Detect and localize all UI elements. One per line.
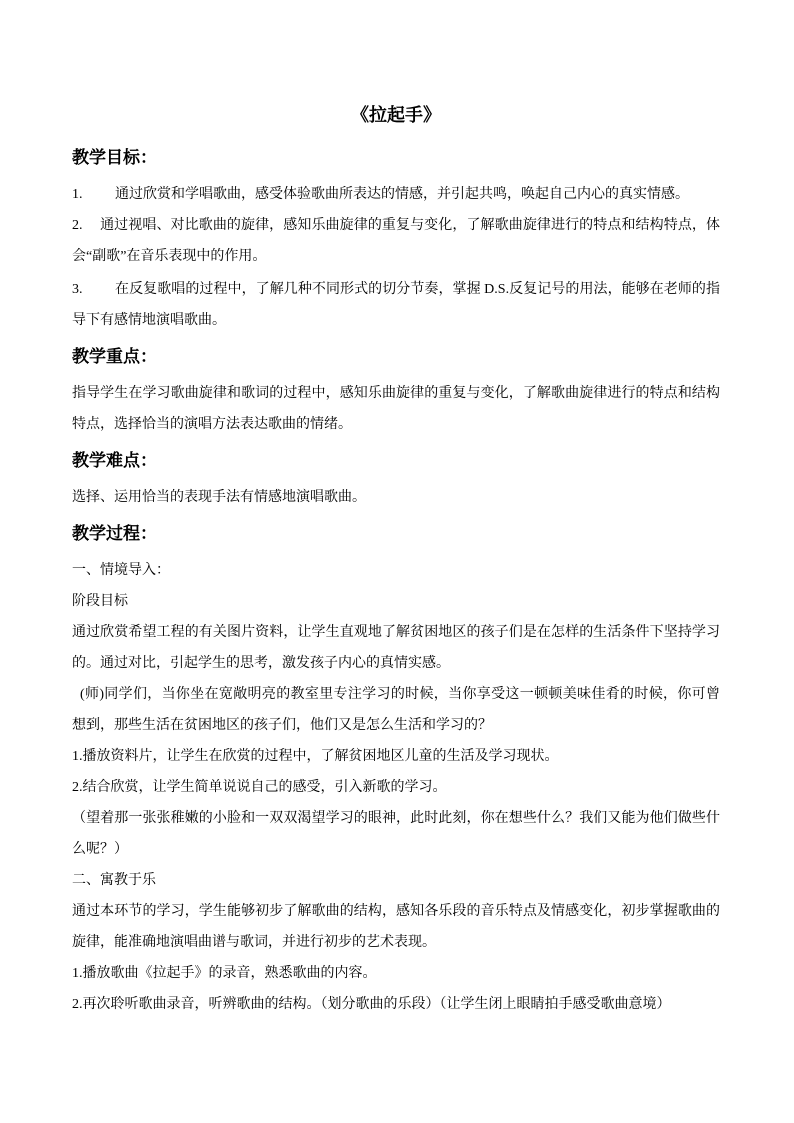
- key-points-line: 特点，选择恰当的演唱方法表达歌曲的情绪。: [72, 417, 352, 432]
- step-text: 播放资料片，让学生在欣赏的过程中，了解贫困地区儿童的生活及学习现状。: [82, 749, 559, 764]
- objective-item: [72, 274, 720, 336]
- step-number: 2.: [72, 780, 83, 795]
- teacher-dialogue-line: 想到，那些生活在贫困地区的孩子们，他们又是怎么生活和学习的？: [72, 718, 492, 733]
- stage-title: 一、情境导入：: [72, 563, 170, 578]
- step-line: [72, 741, 720, 772]
- step-text: 再次聆听歌曲录音，听辨歌曲的结构。（划分歌曲的乐段）（让学生闭上眼睛拍手感受歌曲意境）: [82, 997, 671, 1012]
- teacher-dialogue-line: (师)同学们，当你坐在宽敞明亮的教室里专注学习的时候，当你享受这一顿顿美味佳肴的时候，你可曾: [80, 687, 720, 702]
- objective-line: 会“副歌”在音乐表现中的作用。: [72, 249, 267, 264]
- objective-text: 通过欣赏和学唱歌曲，感受体验歌曲所表达的情感，并引起共鸣，唤起自己内心的真实情感。: [115, 187, 689, 202]
- stage-music-learning: [72, 865, 720, 1020]
- difficulties-section: [72, 446, 720, 513]
- key-points-heading: 教学重点：: [72, 347, 157, 366]
- key-points-line: 指导学生在学习歌曲旋律和歌词的过程中，感知乐曲旋律的重复与变化，了解歌曲旋律进行的特点和结构: [72, 386, 720, 401]
- objectives-heading: 教学目标：: [72, 148, 157, 167]
- stage-intro: [72, 555, 720, 865]
- objective-number: 1.: [72, 187, 83, 202]
- objective-line: [72, 210, 720, 241]
- reflection-note-line: （望着那一张张稚嫩的小脸和一双双渴望学习的眼神，此时此刻，你在想些什么？我们又能为他们做些什: [72, 811, 720, 826]
- stage-goal-line: 通过本环节的学习，学生能够初步了解歌曲的结构，感知各乐段的音乐特点及情感变化，初步掌握歌曲的: [72, 904, 720, 919]
- step-text: 播放歌曲《拉起手》的录音，熟悉歌曲的内容。: [82, 966, 377, 981]
- step-number: 1.: [72, 749, 83, 764]
- step-line: [72, 989, 720, 1020]
- objective-item: [72, 210, 720, 272]
- step-number: 1.: [72, 966, 83, 981]
- document-page: [72, 100, 720, 1020]
- objective-text: 在反复歌唱的过程中，了解几种不同形式的切分节奏，掌握 D.S.反复记号的用法，能够在老师的指: [115, 282, 720, 297]
- document-title: 《拉起手》: [351, 105, 441, 125]
- difficulties-line: 选择、运用恰当的表现手法有情感地演唱歌曲。: [72, 490, 366, 505]
- stage-goal-line: 通过欣赏希望工程的有关图片资料，让学生直观地了解贫困地区的孩子们是在怎样的生活条件下坚持学习: [72, 625, 720, 640]
- objectives-section: [72, 143, 720, 336]
- stage-goal-line: 旋律，能准确地演唱曲谱与歌词，并进行初步的艺术表现。: [72, 935, 436, 950]
- objective-line: [72, 274, 720, 305]
- stage-title: 二、寓教于乐: [72, 873, 156, 888]
- process-section: [72, 519, 720, 1020]
- objective-line: [72, 179, 720, 210]
- stage-goal-label: 阶段目标: [72, 594, 128, 609]
- step-line: [72, 772, 720, 803]
- step-number: 2.: [72, 997, 83, 1012]
- step-text: 结合欣赏，让学生简单说说自己的感受，引入新歌的学习。: [82, 780, 447, 795]
- stage-goal-line: 的。通过对比，引起学生的思考，激发孩子内心的真情实感。: [72, 656, 450, 671]
- reflection-note-line: 么呢？）: [72, 842, 128, 857]
- objective-number: 3.: [72, 282, 83, 297]
- key-points-section: [72, 342, 720, 440]
- process-heading: 教学过程：: [72, 524, 157, 543]
- step-line: [72, 958, 720, 989]
- objective-item: [72, 179, 720, 210]
- difficulties-heading: 教学难点：: [72, 451, 157, 470]
- objective-number: 2.: [72, 218, 83, 233]
- objective-line: 导下有感情地演唱歌曲。: [72, 313, 226, 328]
- objective-text: 通过视唱、对比歌曲的旋律，感知乐曲旋律的重复与变化，了解歌曲旋律进行的特点和结构特点，体: [100, 218, 720, 233]
